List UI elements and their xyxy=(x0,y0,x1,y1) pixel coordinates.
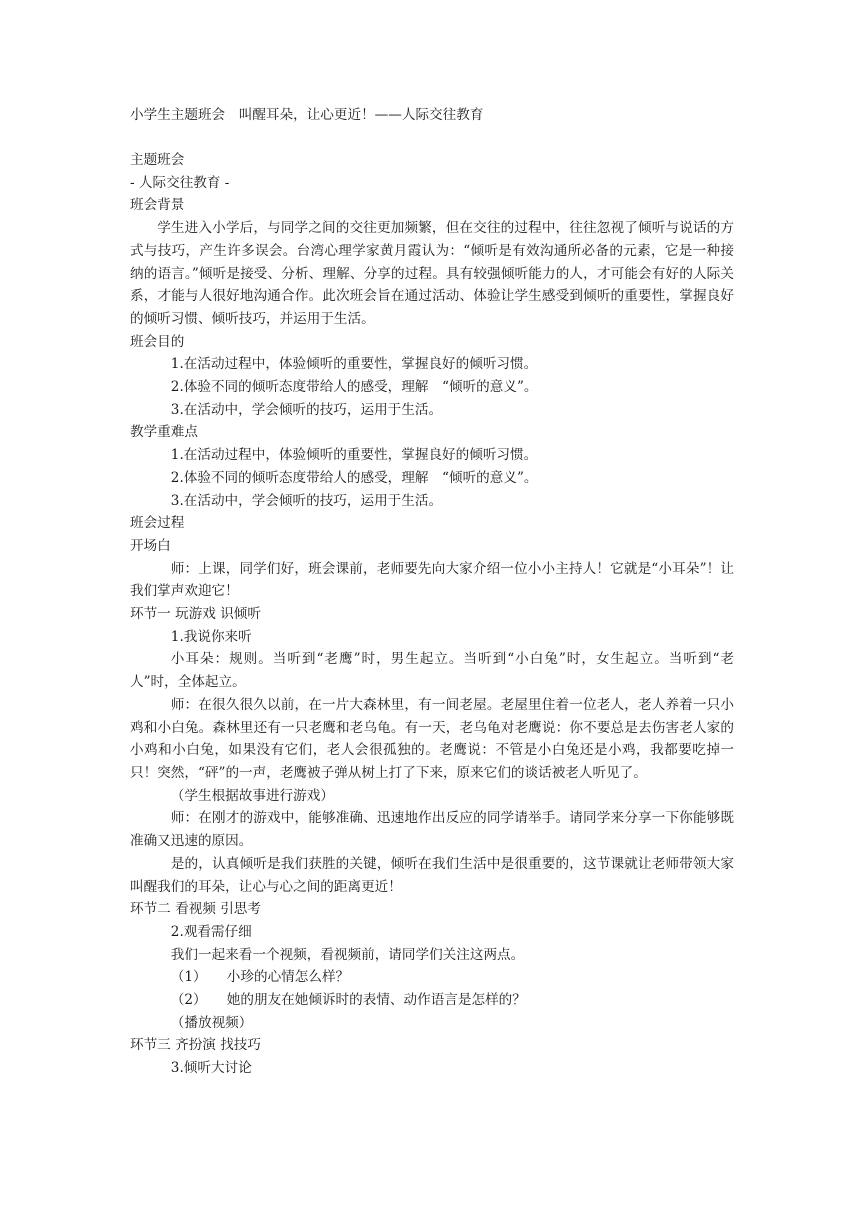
segment-2-item: 2.观看需仔细 xyxy=(170,923,252,940)
heading-segment-3: 环节三 齐扮演 找技巧 xyxy=(130,1037,261,1054)
heading-background: 班会背景 xyxy=(130,197,185,214)
opening-paragraph: 师：上课，同学们好，班会课前，老师要先向大家介绍一位小小主持人！它就是“小耳朵”！让我们掌声欢迎它！ xyxy=(130,560,734,600)
segment-2-question xyxy=(130,966,734,989)
segment-2-note: （播放视频） xyxy=(170,1014,253,1031)
heading-theme: 主题班会 xyxy=(130,152,185,168)
heading-opening: 开场白 xyxy=(130,537,171,554)
heading-process: 班会过程 xyxy=(130,515,185,532)
segment-1-conclusion: 是的，认真倾听是我们获胜的关键，倾听在我们生活中是很重要的，这节课就让老师带领大家叫醒我们的耳朵，让心与心之间的距离更近！ xyxy=(130,855,734,895)
segment-1-story: 师：在很久很久以前，在一片大森林里，有一间老屋。老屋里住着一位老人，老人养着一只小鸡和小白兔。森林里还有一只老鹰和老乌龟。有一天，老乌龟对老鹰说：你不要总是去伤害老人家的小鸡和小白兔，如果没有它们，老人会很孤独的。老鹰说：不管是小白兔还是小鸡，我都要吃掉一只！突然，“砰”的一声，老鹰被子弹从树上打了下来，原来它们的谈话被老人听见了。 xyxy=(130,696,734,781)
goal-item: 3.在活动中，学会倾听的技巧，运用于生活。 xyxy=(170,401,443,418)
heading-segment-2: 环节二 看视频 引思考 xyxy=(130,901,261,918)
goal-item: 1.在活动过程中，体验倾听的重要性，掌握良好的倾听习惯。 xyxy=(170,356,538,373)
segment-1-note: （学生根据故事进行游戏） xyxy=(170,787,334,804)
segment-3-item: 3.倾听大讨论 xyxy=(170,1060,252,1077)
key-point-item: 2.体验不同的倾听态度带给人的感受，理解 “倾听的意义”。 xyxy=(170,469,538,486)
segment-2-question xyxy=(130,989,734,1012)
key-point-item: 1.在活动过程中，体验倾听的重要性，掌握良好的倾听习惯。 xyxy=(170,447,538,464)
question-text: 她的朋友在她倾诉时的表情、动作语言是怎样的？ xyxy=(226,992,526,1009)
segment-1-question: 师：在刚才的游戏中，能够准确、迅速地作出反应的同学请举手。请同学来分享一下你能够既准确又迅速的原因。 xyxy=(130,810,734,850)
background-paragraph: 学生进入小学后，与同学之间的交往更加频繁，但在交往的过程中，往往忽视了倾听与说话的方式与技巧，产生许多误会。台湾心理学家黄月霞认为：“倾听是有效沟通所必备的元素，它是一种接纳的语言。”倾听是接受、分析、理解、分享的过程。具有较强倾听能力的人，才可能会有好的人际关系，才能与人很好地沟通合作。此次班会旨在通过活动、体验让学生感受到倾听的重要性，掌握良好的倾听习惯、倾听技巧，并运用于生活。 xyxy=(130,220,734,327)
document-page xyxy=(130,104,734,1080)
question-text: 小珍的心情怎么样？ xyxy=(226,969,350,986)
segment-1-rules: 小耳朵：规则。当听到“老鹰”时，男生起立。当听到“小白兔”时，女生起立。当听到“老人”时，全体起立。 xyxy=(130,651,734,691)
question-number: （2） xyxy=(170,992,207,1009)
heading-subtitle: - 人际交往教育 - xyxy=(130,174,230,191)
heading-segment-1: 环节一 玩游戏 识倾听 xyxy=(130,606,261,623)
heading-goals: 班会目的 xyxy=(130,333,185,350)
goal-item: 2.体验不同的倾听态度带给人的感受，理解 “倾听的意义”。 xyxy=(170,379,538,396)
segment-2-intro: 我们一起来看一个视频，看视频前，请同学们关注这两点。 xyxy=(170,946,525,963)
document-title: 小学生主题班会 叫醒耳朵，让心更近！——人际交往教育 xyxy=(130,107,484,123)
question-number: （1） xyxy=(170,969,207,986)
key-point-item: 3.在活动中，学会倾听的技巧，运用于生活。 xyxy=(170,492,443,509)
segment-1-item: 1.我说你来听 xyxy=(170,628,252,645)
heading-key-points: 教学重难点 xyxy=(130,424,198,441)
